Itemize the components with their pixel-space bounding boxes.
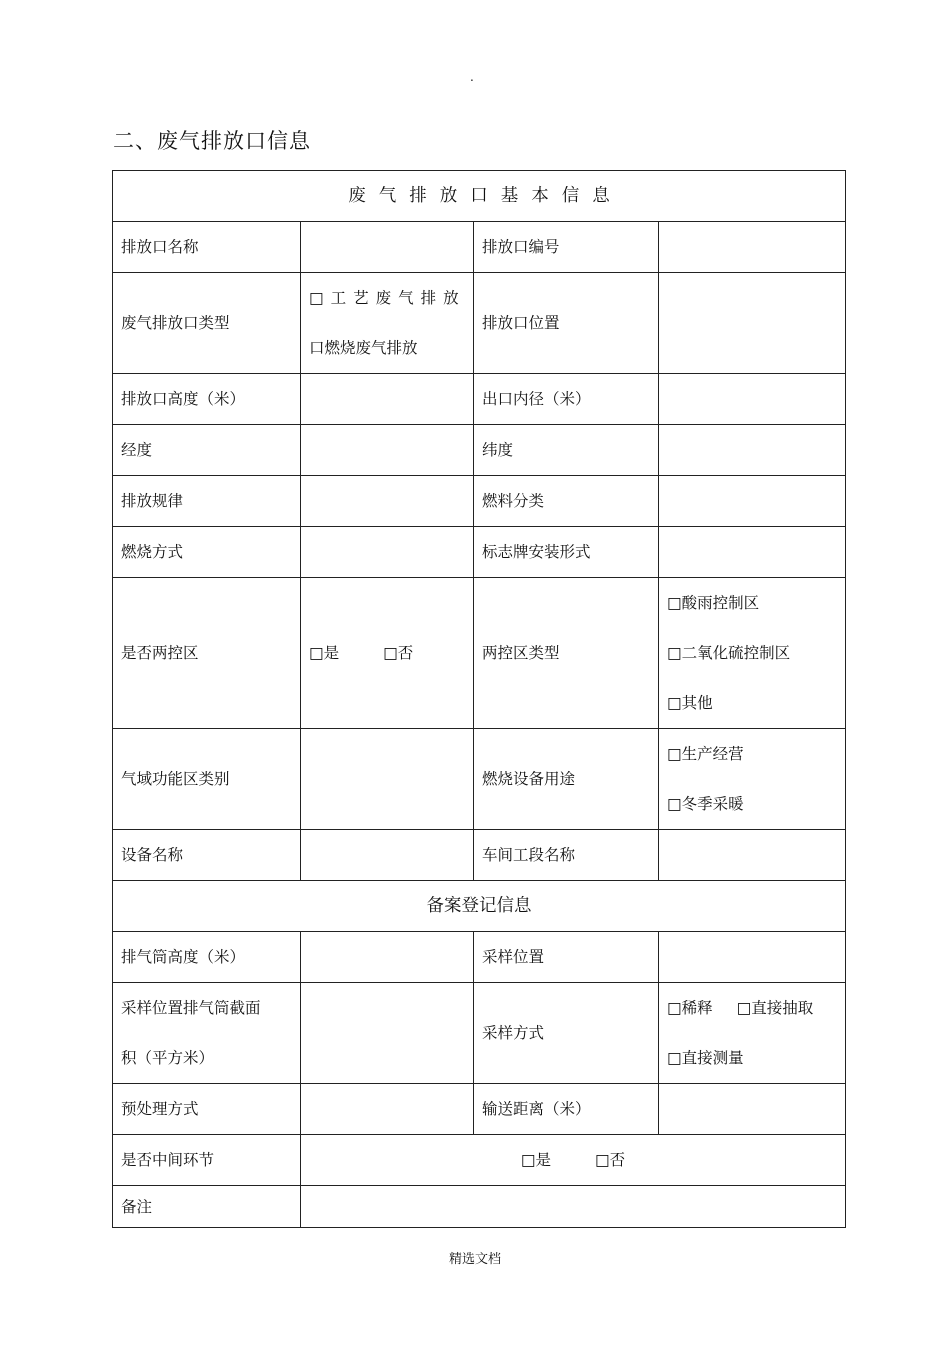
combustion-equipment-use-options [659,729,846,830]
outlet-type-combustion-checkbox[interactable]: 口燃烧废气排放 [309,339,418,357]
outlet-diameter-field[interactable] [659,374,846,425]
table-row [113,729,846,830]
air-function-zone-label: 气域功能区类别 [113,729,301,830]
table-row [113,425,846,476]
zone-other-checkbox[interactable]: □其他 [667,694,713,712]
table-row [113,374,846,425]
combustion-equipment-use-label: 燃烧设备用途 [474,729,659,830]
emission-pattern-label: 排放规律 [113,476,301,527]
table-row [113,273,846,374]
outlet-height-field[interactable] [301,374,474,425]
outlet-position-field[interactable] [659,273,846,374]
outlet-code-field[interactable] [659,222,846,273]
sampling-cross-section-label-line2: 积（平方米） [121,1049,215,1067]
combustion-method-label: 燃烧方式 [113,527,301,578]
section-registration-row [113,881,846,932]
remarks-field[interactable] [301,1186,846,1228]
outlet-name-label: 排放口名称 [113,222,301,273]
stack-height-label: 排气筒高度（米） [113,932,301,983]
table-row [113,1186,846,1228]
section-basic-info-title: 废气排放口基本信息 [348,186,623,206]
longitude-field[interactable] [301,425,474,476]
emission-pattern-field[interactable] [301,476,474,527]
sign-install-form-label: 标志牌安装形式 [474,527,659,578]
transport-distance-label: 输送距离（米） [474,1084,659,1135]
outlet-type-label: 废气排放口类型 [113,273,301,374]
two-control-zone-yes-checkbox[interactable]: □是 [309,644,340,662]
sampling-position-label: 采样位置 [474,932,659,983]
latitude-label: 纬度 [474,425,659,476]
combustion-method-field[interactable] [301,527,474,578]
sampling-cross-section-label-line1: 采样位置排气筒截面 [121,999,261,1017]
two-control-zone-no-checkbox[interactable]: □否 [383,644,414,662]
outlet-position-label: 排放口位置 [474,273,659,374]
intermediate-link-no-checkbox[interactable]: □否 [595,1151,626,1169]
table-row [113,983,846,1084]
use-winter-heating-checkbox[interactable]: □冬季采暖 [667,795,744,813]
equipment-name-field[interactable] [301,830,474,881]
sign-install-form-field[interactable] [659,527,846,578]
intermediate-link-options [301,1135,846,1186]
sampling-cross-section-field[interactable] [301,983,474,1084]
page-footer: 精选文档 [448,1252,501,1267]
page-heading: 二、废气排放口信息 [113,129,311,153]
two-control-zone-type-options [659,578,846,729]
pretreatment-field[interactable] [301,1084,474,1135]
table-row [113,222,846,273]
remarks-label: 备注 [113,1186,301,1228]
section-registration-title: 备案登记信息 [113,881,846,932]
outlet-diameter-label: 出口内径（米） [474,374,659,425]
table-row [113,476,846,527]
latitude-field[interactable] [659,425,846,476]
table-row [113,1135,846,1186]
two-control-zone-label: 是否两控区 [113,578,301,729]
fuel-category-field[interactable] [659,476,846,527]
zone-so2-checkbox[interactable]: □二氧化硫控制区 [667,644,791,662]
air-function-zone-field[interactable] [301,729,474,830]
intermediate-link-yes-checkbox[interactable]: □是 [520,1151,551,1169]
sampling-method-label: 采样方式 [474,983,659,1084]
zone-acid-rain-checkbox[interactable]: □酸雨控制区 [667,594,760,612]
sampling-direct-measure-checkbox[interactable]: □直接测量 [667,1049,744,1067]
pretreatment-label: 预处理方式 [113,1084,301,1135]
outlet-type-process-checkbox[interactable]: □工艺废气排放 [309,289,466,307]
exhaust-outlet-form [112,170,846,1228]
intermediate-link-label: 是否中间环节 [113,1135,301,1186]
outlet-type-options[interactable] [301,273,474,374]
sampling-cross-section-label [113,983,301,1084]
equipment-name-label: 设备名称 [113,830,301,881]
table-row [113,578,846,729]
outlet-name-field[interactable] [301,222,474,273]
fuel-category-label: 燃料分类 [474,476,659,527]
stack-height-field[interactable] [301,932,474,983]
table-row [113,527,846,578]
use-production-checkbox[interactable]: □生产经营 [667,745,744,763]
outlet-height-label: 排放口高度（米） [113,374,301,425]
workshop-section-field[interactable] [659,830,846,881]
sampling-dilution-checkbox[interactable]: □稀释 [667,999,713,1017]
table-row [113,932,846,983]
two-control-zone-type-label: 两控区类型 [474,578,659,729]
longitude-label: 经度 [113,425,301,476]
top-mark: . [470,70,474,84]
outlet-code-label: 排放口编号 [474,222,659,273]
table-row [113,1084,846,1135]
transport-distance-field[interactable] [659,1084,846,1135]
two-control-zone-options [301,578,474,729]
workshop-section-label: 车间工段名称 [474,830,659,881]
table-row [113,830,846,881]
sampling-method-options [659,983,846,1084]
sampling-position-field[interactable] [659,932,846,983]
section-basic-info-row [113,171,846,222]
sampling-direct-extract-checkbox[interactable]: □直接抽取 [736,999,814,1017]
